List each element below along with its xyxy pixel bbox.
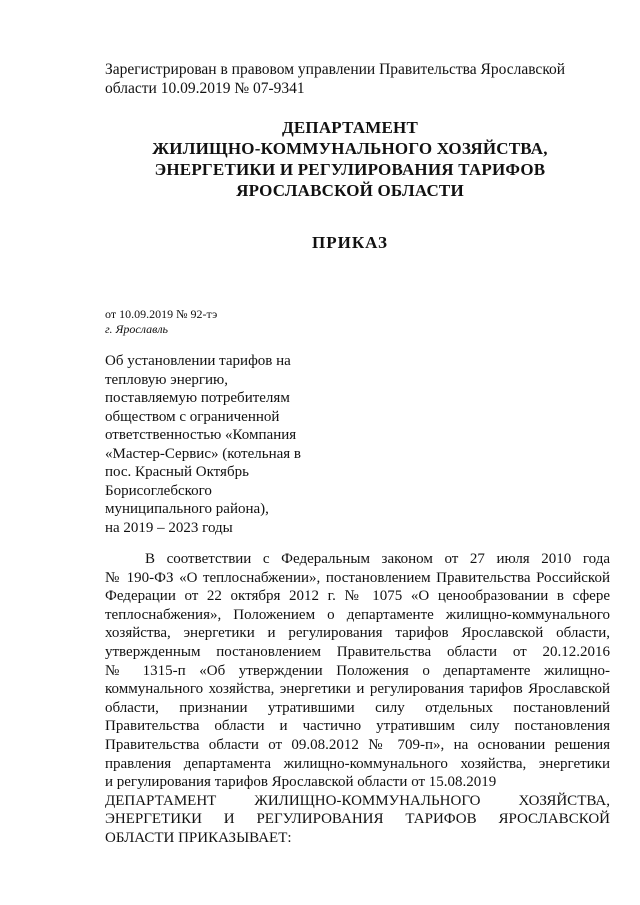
document-body bbox=[105, 550, 610, 848]
city: г. Ярославль bbox=[105, 322, 169, 336]
department-line: ЖИЛИЩНО-КОММУНАЛЬНОГО ХОЗЯЙСТВА, bbox=[152, 139, 548, 158]
body-line: ОБЛАСТИ ПРИКАЗЫВАЕТ: bbox=[105, 829, 292, 846]
body-line: утвержденным постановлением Правительства области от 20.12.2016 bbox=[105, 643, 610, 660]
document-title: ПРИКАЗ bbox=[312, 233, 388, 252]
subject-line: Об установлении тарифов на bbox=[105, 353, 291, 369]
body-line: и регулирования тарифов Ярославской области от 15.08.2019 bbox=[105, 774, 497, 791]
department-header bbox=[100, 117, 600, 201]
body-line: № 190-ФЗ «О теплоснабжении», постановлением Правительства Российской bbox=[105, 569, 610, 586]
subject-line: на 2019 – 2023 годы bbox=[105, 519, 233, 536]
department-line: ЯРОСЛАВСКОЙ ОБЛАСТИ bbox=[236, 181, 464, 200]
body-line: Правительства области и частично утратившим силу постановления bbox=[105, 718, 610, 735]
body-line: коммунального хозяйства, энергетики и регулирования тарифов Ярославской bbox=[105, 681, 610, 698]
subject-line: поставляемую потребителям bbox=[105, 390, 290, 406]
subject-line: пос. Красный Октябрь bbox=[105, 464, 249, 480]
subject-line: муниципального района), bbox=[105, 501, 269, 517]
body-line: ДЕПАРТАМЕНТ ЖИЛИЩНО-КОММУНАЛЬНОГО ХОЗЯЙСТВА, bbox=[105, 792, 610, 809]
document-meta bbox=[105, 307, 217, 337]
body-line: области, признании утратившими силу отдельных постановлений bbox=[105, 699, 610, 716]
department-line: ДЕПАРТАМЕНТ bbox=[281, 118, 419, 137]
department-line: ЭНЕРГЕТИКИ И РЕГУЛИРОВАНИЯ ТАРИФОВ bbox=[154, 160, 546, 179]
body-line: хозяйства, энергетики и регулирования тарифов Ярославской области, bbox=[105, 625, 610, 642]
subject-line: ответственностью «Компания bbox=[105, 427, 297, 443]
registration-note bbox=[105, 60, 575, 98]
body-line: Федерации от 22 октября 2012 г. № 1075 «О ценообразовании в сфере bbox=[105, 588, 610, 605]
subject-line: «Мастер-Сервис» (котельная в bbox=[105, 445, 302, 462]
registration-line: Зарегистрирован в правовом управлении Правительства Ярославской bbox=[105, 61, 566, 78]
date-number: от 10.09.2019 № 92-тэ bbox=[105, 307, 218, 321]
body-line: ЭНЕРГЕТИКИ И РЕГУЛИРОВАНИЯ ТАРИФОВ ЯРОСЛАВСКОЙ bbox=[105, 811, 610, 828]
registration-line: области 10.09.2019 № 07-9341 bbox=[105, 80, 305, 97]
subject-line: Борисоглебского bbox=[105, 482, 212, 499]
document-subject bbox=[105, 352, 325, 537]
body-line: теплоснабжения», Положением о департаменте жилищно-коммунального bbox=[105, 606, 610, 623]
body-line: правления департамента жилищно-коммунального хозяйства, энергетики bbox=[105, 755, 610, 772]
subject-line: обществом с ограниченной bbox=[105, 408, 280, 425]
subject-line: тепловую энергию, bbox=[105, 371, 229, 388]
body-line: Правительства области от 09.08.2012 № 709-п», на основании решения bbox=[105, 736, 610, 753]
body-line: № 1315-п «Об утверждении Положения о департаменте жилищно- bbox=[105, 662, 610, 679]
body-line: В соответствии с Федеральным законом от 27 июля 2010 года bbox=[145, 551, 610, 567]
